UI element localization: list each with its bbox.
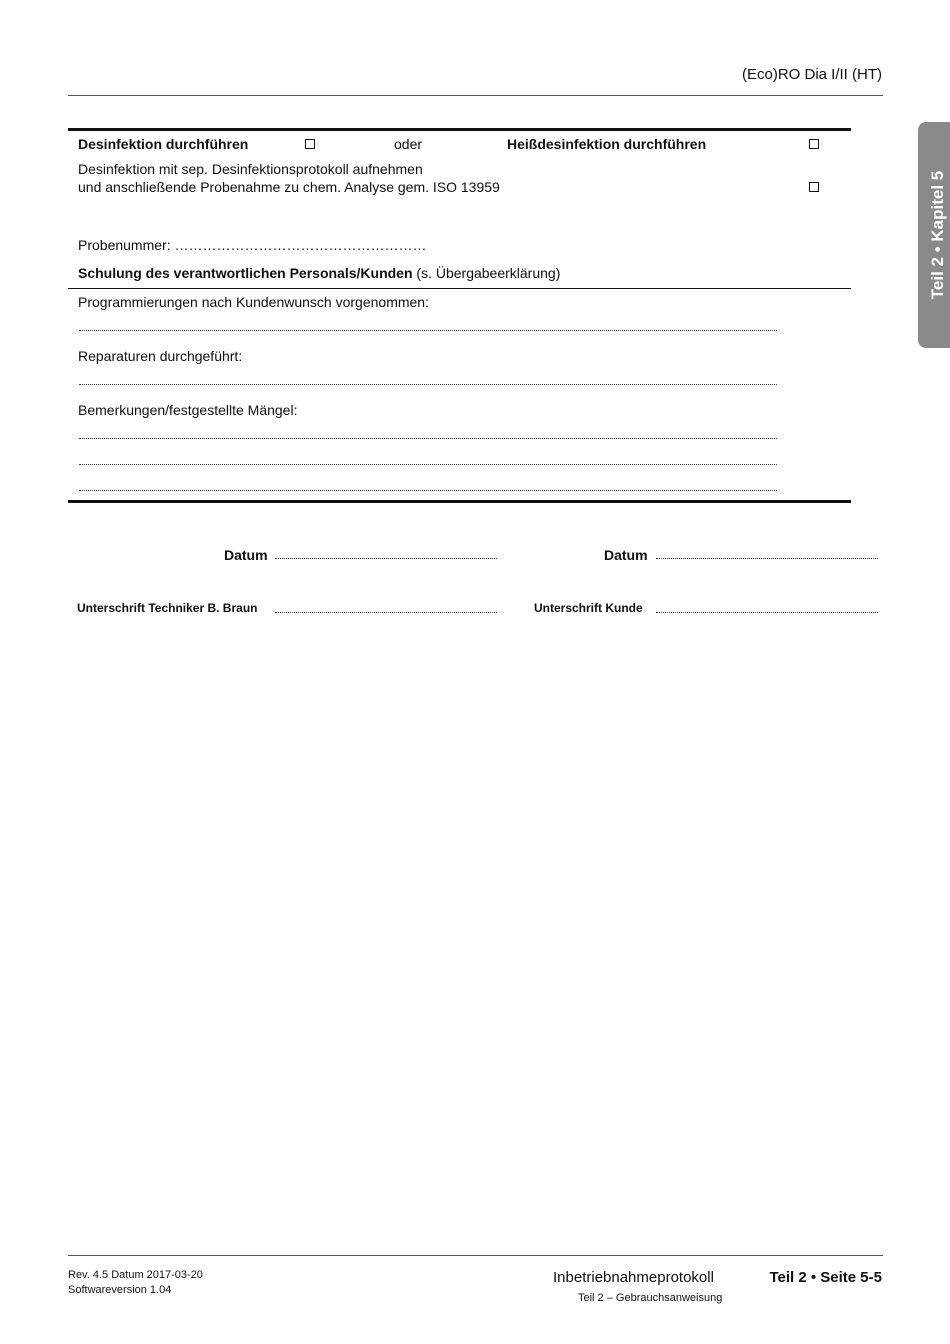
footer-divider (68, 1255, 883, 1256)
technician-signature-label: Unterschrift Techniker B. Braun (77, 601, 258, 615)
sample-number-row (78, 237, 426, 253)
remarks-input-line-3[interactable] (79, 490, 777, 491)
date-label-left: Datum (224, 547, 268, 563)
technician-signature-input[interactable] (275, 612, 497, 613)
footer-subtitle: Teil 2 – Gebrauchsanweisung (578, 1292, 723, 1304)
training-divider (68, 288, 851, 289)
training-note: (s. Übergabeerklärung) (416, 265, 561, 281)
repairs-input-line[interactable] (79, 384, 777, 385)
form-top-border (68, 128, 851, 131)
date-input-right[interactable] (656, 558, 878, 559)
heat-disinfection-label: Heißdesinfektion durchführen (507, 136, 707, 152)
programming-input-line[interactable] (79, 330, 777, 331)
remarks-input-line-2[interactable] (79, 464, 777, 465)
training-row (78, 265, 560, 281)
form-bottom-border (68, 500, 851, 503)
sample-number-field[interactable]: ……………………………………………… (174, 237, 427, 253)
header-title: (Eco)RO Dia I/II (HT) (741, 66, 882, 83)
chapter-side-tab (918, 122, 950, 348)
footer-software-version: Softwareversion 1.04 (68, 1284, 172, 1296)
sample-number-label: Probenummer: (78, 237, 171, 253)
repairs-label: Reparaturen durchgeführt: (78, 348, 243, 364)
heat-disinfection-checkbox[interactable] (809, 139, 819, 149)
protocol-checkbox[interactable] (809, 182, 819, 192)
programming-label: Programmierungen nach Kundenwunsch vorgenommen: (78, 294, 429, 310)
protocol-line-1: Desinfektion mit sep. Desinfektionsprotokoll aufnehmen (78, 161, 423, 177)
footer-doc-title: Inbetriebnahmeprotokoll (553, 1269, 714, 1286)
training-label: Schulung des verantwortlichen Personals/Kunden (78, 265, 413, 281)
disinfection-label: Desinfektion durchführen (78, 136, 249, 152)
date-input-left[interactable] (275, 558, 497, 559)
or-label: oder (394, 136, 423, 152)
date-label-right: Datum (604, 547, 648, 563)
footer-revision: Rev. 4.5 Datum 2017-03-20 (68, 1269, 203, 1281)
remarks-label: Bemerkungen/festgestellte Mängel: (78, 402, 298, 418)
customer-signature-input[interactable] (656, 612, 878, 613)
remarks-input-line-1[interactable] (79, 438, 777, 439)
header-divider (68, 95, 883, 96)
footer-page-ref: Teil 2 • Seite 5-5 (769, 1269, 882, 1286)
chapter-side-tab-label: Teil 2 • Kapitel 5 (928, 170, 947, 300)
protocol-line-2: und anschließende Probenahme zu chem. Analyse gem. ISO 13959 (78, 179, 500, 195)
disinfection-checkbox[interactable] (305, 139, 315, 149)
customer-signature-label: Unterschrift Kunde (534, 601, 643, 615)
